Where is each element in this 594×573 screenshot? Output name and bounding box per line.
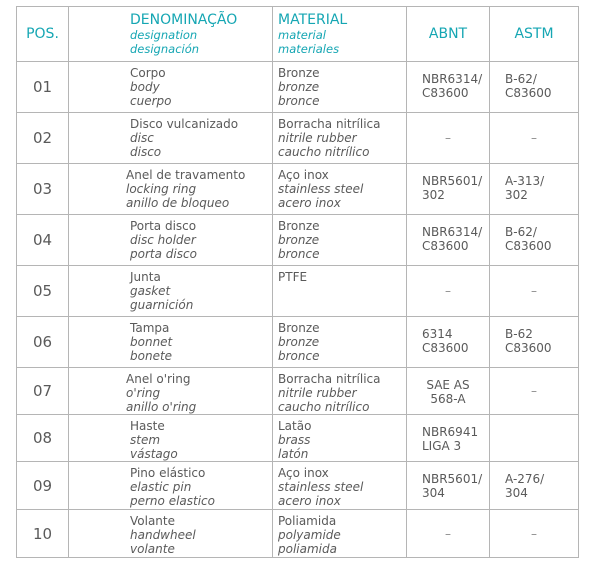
cell-denominacao-es: porta disco [130, 247, 197, 261]
cell-material-pt: Aço inox [278, 466, 329, 480]
cell-denominacao-pt: Anel o'ring [126, 372, 191, 386]
cell-denominacao-pt: Haste [130, 419, 165, 433]
header-astm: ASTM [490, 7, 579, 62]
header-row [17, 7, 579, 62]
cell-denominacao-en: bonnet [130, 335, 173, 349]
cell-denominacao-es: anillo de bloqueo [126, 196, 230, 210]
cell-denominacao-pt: Corpo [130, 66, 166, 80]
header-material-pt: MATERIAL [278, 12, 348, 28]
cell-material-es: caucho nitrílico [278, 400, 370, 414]
header-denominacao-en: designation [130, 28, 198, 42]
cell-material-en: polyamide [278, 528, 341, 542]
cell-denominacao-es: anillo o'ring [126, 400, 197, 414]
cell-denominacao [69, 266, 273, 317]
cell-material-pt: Aço inox [278, 168, 329, 182]
table-row [17, 510, 579, 558]
cell-abnt: SAE AS 568-A [407, 368, 490, 415]
table-row [17, 113, 579, 164]
table-row [17, 317, 579, 368]
cell-denominacao [69, 462, 273, 510]
cell-astm: B-62/ C83600 [490, 215, 579, 266]
header-material-es: materiales [278, 42, 340, 56]
cell-pos: 08 [17, 415, 69, 462]
cell-denominacao-es: volante [130, 542, 175, 556]
cell-denominacao-en: disc [130, 131, 154, 145]
cell-denominacao-pt: Pino elástico [130, 466, 206, 480]
cell-abnt: – [407, 510, 490, 558]
cell-material-es: bronce [278, 94, 320, 108]
cell-denominacao-en: locking ring [126, 182, 197, 196]
cell-denominacao-en: handwheel [130, 528, 196, 542]
cell-denominacao-en: elastic pin [130, 480, 192, 494]
cell-abnt: NBR6314/ C83600 [407, 62, 490, 113]
cell-abnt: NBR5601/ 304 [407, 462, 490, 510]
cell-astm: – [490, 266, 579, 317]
header-abnt: ABNT [407, 7, 490, 62]
cell-material-pt: Bronze [278, 219, 320, 233]
cell-denominacao [69, 113, 273, 164]
cell-pos: 07 [17, 368, 69, 415]
cell-denominacao [69, 510, 273, 558]
cell-astm: A-313/ 302 [490, 164, 579, 215]
cell-material [273, 415, 407, 462]
cell-astm: B-62/ C83600 [490, 62, 579, 113]
cell-denominacao-es: disco [130, 145, 162, 159]
cell-material-en: nitrile rubber [278, 386, 357, 400]
cell-abnt: – [407, 113, 490, 164]
cell-denominacao-en: gasket [130, 284, 171, 298]
cell-denominacao-pt: Tampa [130, 321, 170, 335]
cell-material [273, 368, 407, 415]
cell-denominacao-en: body [130, 80, 160, 94]
cell-material [273, 462, 407, 510]
table-row [17, 164, 579, 215]
cell-denominacao [69, 215, 273, 266]
cell-pos: 06 [17, 317, 69, 368]
header-denominacao [69, 7, 273, 62]
cell-material-pt: Bronze [278, 66, 320, 80]
cell-abnt: NBR6314/ C83600 [407, 215, 490, 266]
table-row [17, 215, 579, 266]
cell-material-pt: Bronze [278, 321, 320, 335]
header-pos: POS. [17, 7, 69, 62]
cell-material-es: poliamida [278, 542, 337, 556]
cell-material-en: bronze [278, 233, 320, 247]
cell-material-en: stainless steel [278, 182, 364, 196]
table-row [17, 415, 579, 462]
cell-material-es: latón [278, 447, 309, 461]
cell-astm: – [490, 113, 579, 164]
cell-material-en: nitrile rubber [278, 131, 357, 145]
cell-material [273, 164, 407, 215]
cell-denominacao [69, 317, 273, 368]
table-row [17, 266, 579, 317]
cell-denominacao-en: disc holder [130, 233, 196, 247]
table-row [17, 62, 579, 113]
cell-denominacao-pt: Anel de travamento [126, 168, 246, 182]
cell-pos: 02 [17, 113, 69, 164]
cell-material-es: bronce [278, 247, 320, 261]
cell-abnt: 6314 C83600 [407, 317, 490, 368]
cell-astm: B-62 C83600 [490, 317, 579, 368]
header-material [273, 7, 407, 62]
cell-astm: A-276/ 304 [490, 462, 579, 510]
cell-pos: 10 [17, 510, 69, 558]
cell-denominacao [69, 62, 273, 113]
table-row [17, 462, 579, 510]
cell-material-en: bronze [278, 335, 320, 349]
materials-table [16, 6, 579, 558]
cell-denominacao-en: stem [130, 433, 161, 447]
header-denominacao-pt: DENOMINAÇÃO [130, 12, 238, 28]
cell-material-en: stainless steel [278, 480, 364, 494]
cell-pos: 05 [17, 266, 69, 317]
cell-astm: – [490, 368, 579, 415]
cell-denominacao-es: perno elastico [130, 494, 215, 508]
cell-material-es: bronce [278, 349, 320, 363]
cell-material-en: bronze [278, 80, 320, 94]
cell-abnt: – [407, 266, 490, 317]
cell-material-es: acero inox [278, 196, 341, 210]
cell-material-en: brass [278, 433, 311, 447]
cell-astm [490, 415, 579, 462]
cell-denominacao-es: cuerpo [130, 94, 172, 108]
cell-abnt: NBR5601/ 302 [407, 164, 490, 215]
header-denominacao-es: designación [130, 42, 200, 56]
cell-material [273, 215, 407, 266]
cell-denominacao-pt: Junta [130, 270, 161, 284]
header-material-en: material [278, 28, 326, 42]
cell-material-pt: Borracha nitrílica [278, 117, 381, 131]
cell-denominacao-pt: Volante [130, 514, 175, 528]
cell-material-es: acero inox [278, 494, 341, 508]
cell-denominacao [69, 415, 273, 462]
cell-denominacao-pt: Disco vulcanizado [130, 117, 239, 131]
cell-material [273, 113, 407, 164]
cell-material-pt: PTFE [278, 270, 308, 284]
cell-material [273, 317, 407, 368]
cell-material-pt: Borracha nitrílica [278, 372, 381, 386]
cell-astm: – [490, 510, 579, 558]
cell-material-pt: Latão [278, 419, 312, 433]
cell-denominacao-es: vástago [130, 447, 178, 461]
cell-pos: 03 [17, 164, 69, 215]
cell-denominacao [69, 368, 273, 415]
cell-material-es: caucho nitrílico [278, 145, 370, 159]
cell-pos: 01 [17, 62, 69, 113]
cell-denominacao-es: guarnición [130, 298, 194, 312]
cell-denominacao-es: bonete [130, 349, 173, 363]
cell-denominacao [69, 164, 273, 215]
cell-denominacao-en: o'ring [126, 386, 161, 400]
table-body [17, 62, 579, 558]
cell-abnt: NBR6941 LIGA 3 [407, 415, 490, 462]
cell-denominacao-pt: Porta disco [130, 219, 197, 233]
cell-pos: 09 [17, 462, 69, 510]
cell-material [273, 510, 407, 558]
cell-material [273, 62, 407, 113]
table-row [17, 368, 579, 415]
cell-pos: 04 [17, 215, 69, 266]
cell-material-pt: Poliamida [278, 514, 337, 528]
cell-material [273, 266, 407, 317]
